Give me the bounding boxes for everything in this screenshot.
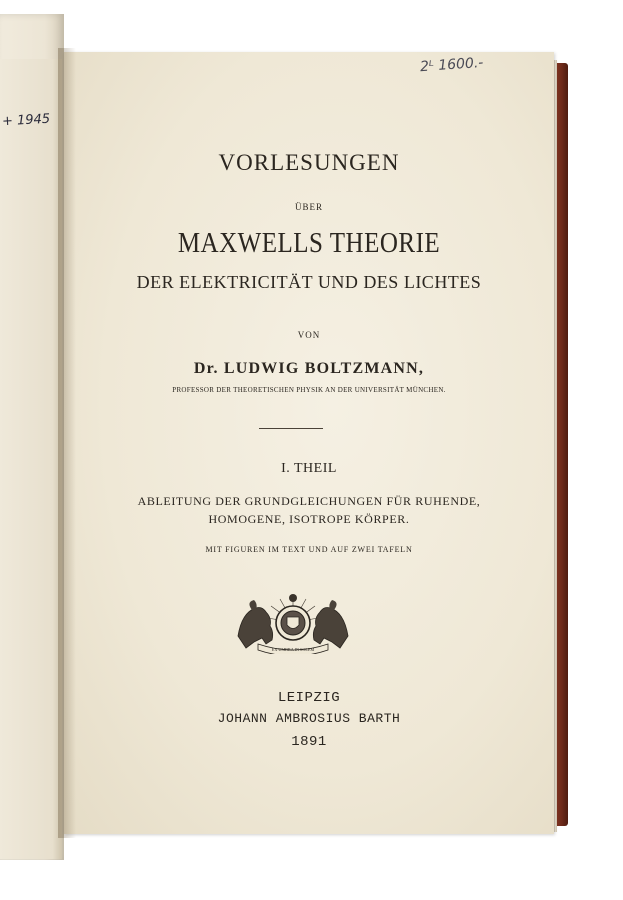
- left-griffin: [238, 608, 273, 649]
- author-affiliation: PROFESSOR DER THEORETISCHEN PHYSIK AN DER UNIVERSITÄT MÜNCHEN.: [172, 386, 446, 394]
- place: LEIPZIG: [277, 690, 341, 706]
- year: 1891: [291, 734, 327, 750]
- by-word: VON: [297, 330, 321, 340]
- left-page-surface: [0, 59, 62, 859]
- subtitle: DER ELEKTRICITÄT UND DES LICHTES: [136, 272, 482, 292]
- main-title: MAXWELLS THEORIE: [177, 228, 441, 259]
- left-page: [0, 14, 64, 860]
- part-title-line1: ABLEITUNG DER GRUNDGLEICHUNGEN FÜR RUHENDE,: [137, 494, 481, 508]
- motto-text: EX UMBRA IN SOLEM: [271, 647, 315, 652]
- divider-rule: [259, 428, 323, 429]
- author-name: Dr. LUDWIG BOLTZMANN,: [193, 360, 425, 377]
- over-word: ÜBER: [294, 202, 323, 212]
- part-title-line2: HOMOGENE, ISOTROPE KÖRPER.: [208, 512, 410, 526]
- left-margin-note: + 1945: [1, 111, 51, 130]
- publisher-device-emblem: [232, 592, 354, 654]
- heading: VORLESUNGEN: [218, 150, 400, 175]
- right-griffin: [313, 608, 348, 649]
- publisher: JOHANN AMBROSIUS BARTH: [217, 711, 401, 726]
- part-number: I. THEIL: [281, 461, 337, 476]
- figures-note: MIT FIGUREN IM TEXT UND AUF ZWEI TAFELN: [205, 545, 413, 554]
- pencil-price-note: 2ᴸ 1600.-: [419, 54, 484, 76]
- emblem-crest: [289, 594, 297, 602]
